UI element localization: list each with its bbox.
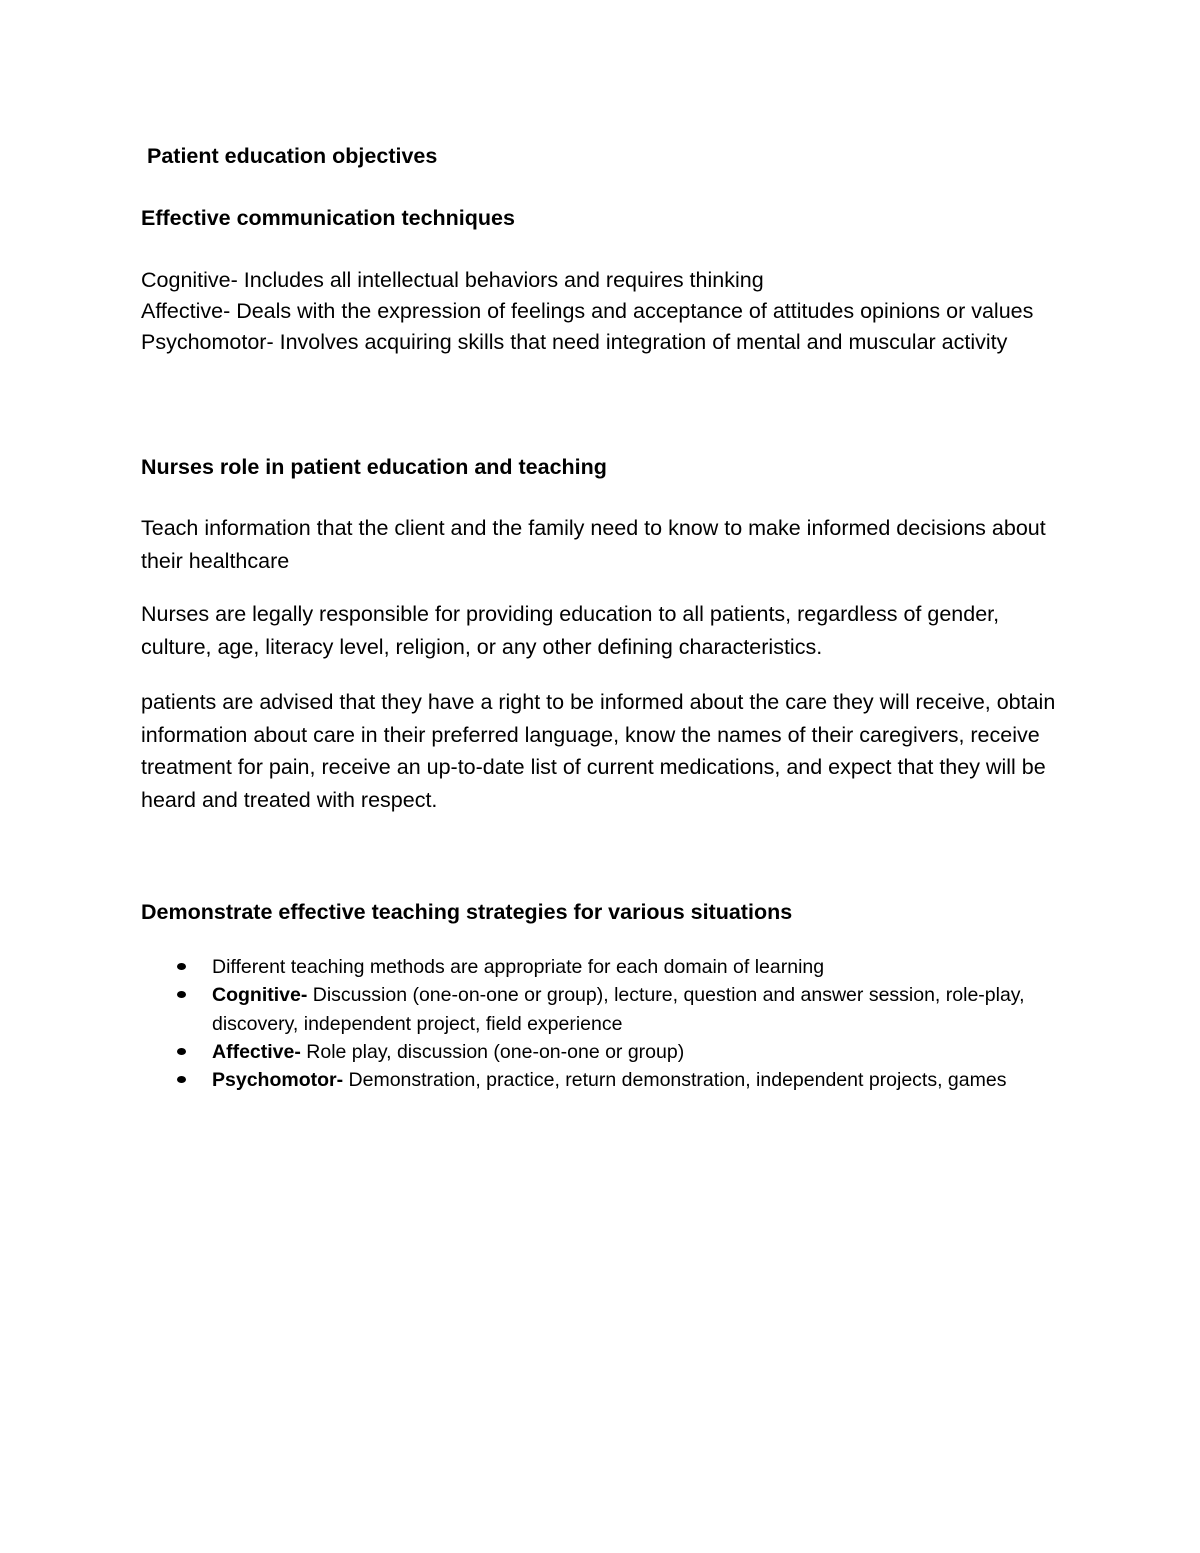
bullet-text: Discussion (one-on-one or group), lecture, question and answer session, role-play, discovery, independent project, field experience bbox=[212, 984, 1025, 1035]
paragraph-legal-responsibility: Nurses are legally responsible for providing education to all patients, regardless of gender, culture, age, literacy level, religion, or any other defining characteristics. bbox=[141, 602, 1000, 659]
teaching-strategies-list bbox=[172, 953, 1052, 1094]
section-heading-teaching-strategies: Demonstrate effective teaching strategies for various situations bbox=[141, 900, 793, 924]
bullet-icon bbox=[177, 1076, 186, 1083]
bullet-text: Different teaching methods are appropriate for each domain of learning bbox=[212, 956, 825, 978]
bullet-icon bbox=[177, 1048, 186, 1055]
section-heading-communication: Effective communication techniques bbox=[141, 206, 515, 230]
paragraph-patient-rights: patients are advised that they have a right to be informed about the care they will receive, obtain information about care in their preferred language, know the names of their caregivers, receive treatment for pain, receive an up-to-date list of current medications, and expect that they will be heard and treated with respect. bbox=[141, 690, 1056, 812]
list-item bbox=[172, 953, 1052, 981]
bullet-text: Role play, discussion (one-on-one or group) bbox=[300, 1040, 685, 1063]
bullet-icon bbox=[177, 991, 186, 998]
domains-list bbox=[141, 265, 1071, 358]
document-title: Patient education objectives bbox=[147, 144, 438, 168]
bullet-label: Cognitive- bbox=[212, 984, 308, 1007]
bullet-label: Affective- bbox=[212, 1040, 301, 1063]
bullet-label: Psychomotor- bbox=[212, 1069, 344, 1092]
domain-line-cognitive: Cognitive- Includes all intellectual behaviors and requires thinking bbox=[141, 268, 764, 292]
paragraph-teach-information: Teach information that the client and the family need to know to make informed decisions about their healthcare bbox=[141, 516, 1046, 573]
bullet-icon bbox=[177, 963, 186, 970]
section-heading-nurses-role: Nurses role in patient education and teaching bbox=[141, 455, 607, 479]
domain-line-psychomotor: Psychomotor- Involves acquiring skills that need integration of mental and muscular activity bbox=[141, 330, 1008, 354]
list-item bbox=[172, 981, 1052, 1038]
list-item bbox=[172, 1038, 1052, 1066]
domain-line-affective: Affective- Deals with the expression of feelings and acceptance of attitudes opinions or values bbox=[141, 299, 1034, 323]
list-item bbox=[172, 1066, 1052, 1094]
bullet-text: Demonstration, practice, return demonstration, independent projects, games bbox=[343, 1069, 1007, 1092]
